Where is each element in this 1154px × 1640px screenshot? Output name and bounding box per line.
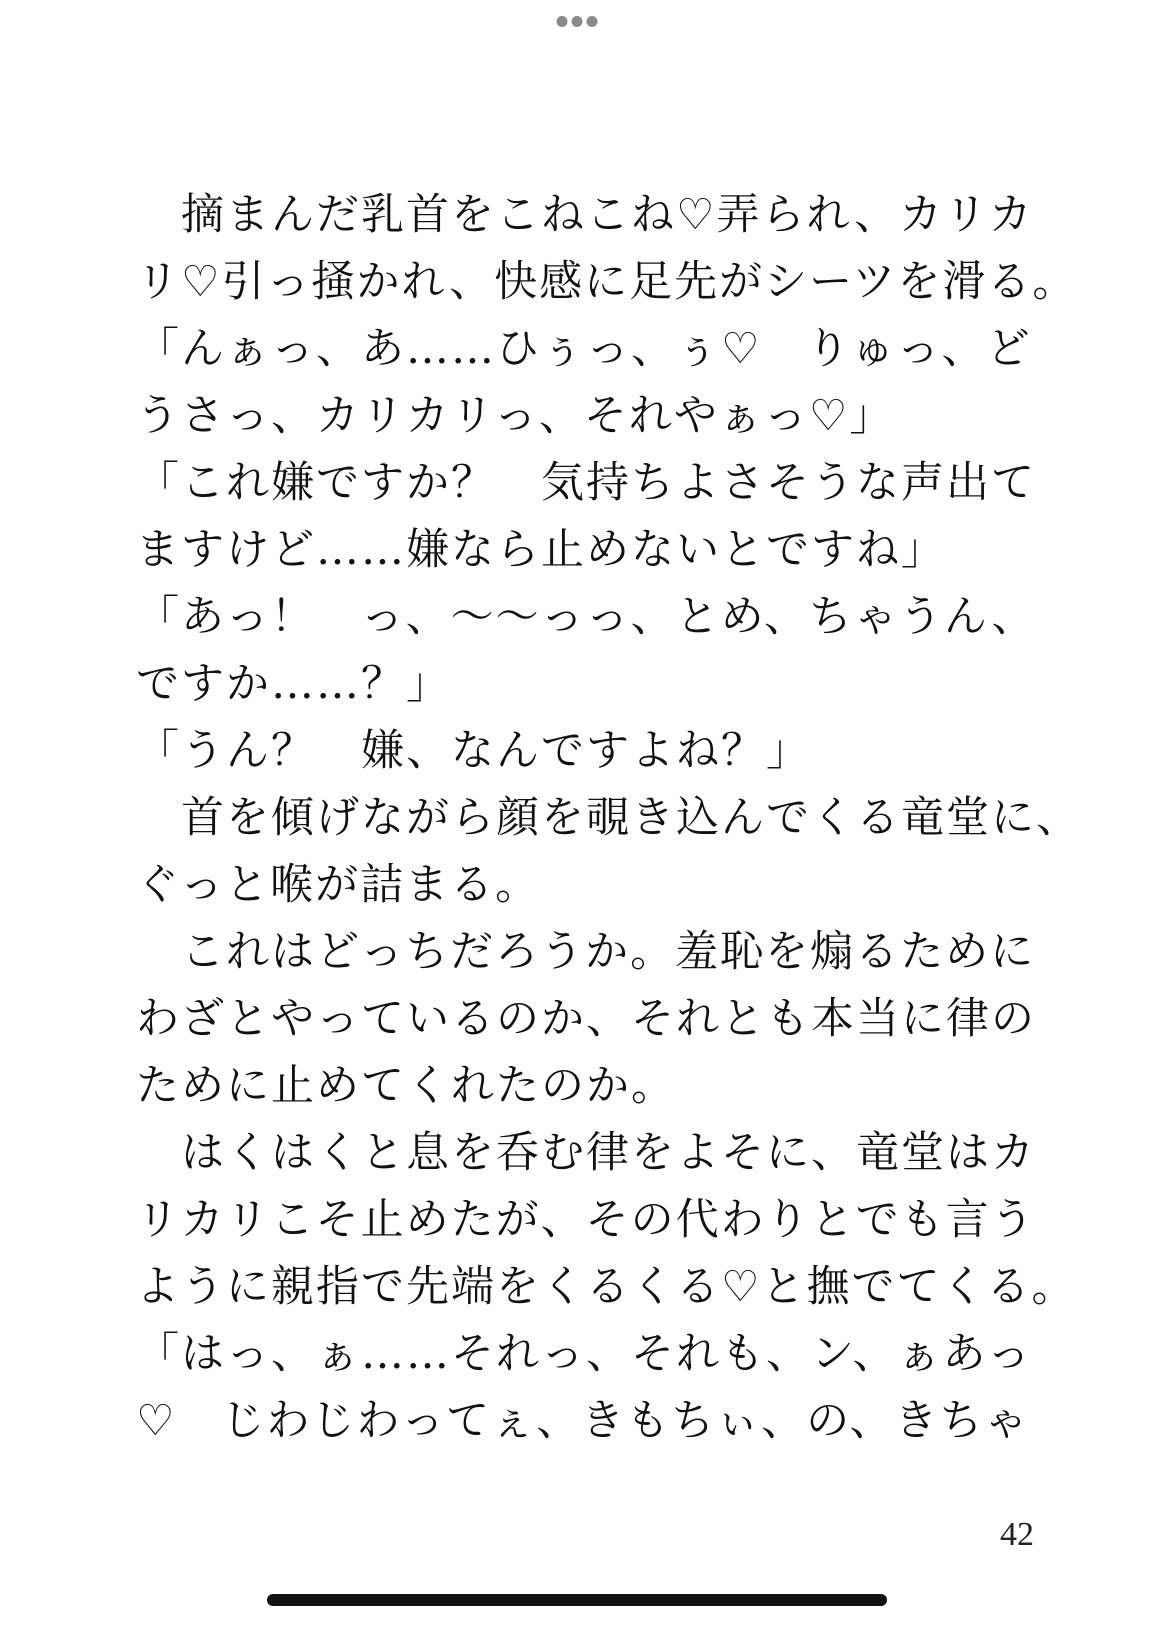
- text-line: 「はっ、ぁ……それっ、それも、ン、ぁあっ: [136, 1329, 1033, 1379]
- text-line: ですか……？」: [136, 659, 451, 709]
- text-line: はくはくと息を呑む律をよそに、竜堂はカ: [136, 1128, 1036, 1178]
- text-line: これはどっちだろうか。羞恥を煽るために: [136, 927, 1036, 977]
- menu-dot: [557, 16, 568, 27]
- text-line: ぐっと喉が詰まる。: [136, 860, 541, 910]
- text-line: うさっ、カリカリっ、それやぁっ♡」: [136, 391, 895, 441]
- text-line: リカリこそ止めたが、その代わりとでも言う: [136, 1195, 1036, 1245]
- menu-dot: [572, 16, 583, 27]
- home-indicator[interactable]: [267, 1594, 887, 1606]
- text-line: ように親指で先端をくるくる♡と撫でてくる。: [136, 1262, 1077, 1312]
- text-line: 「うん？ 嫌、なんですよね？」: [136, 726, 811, 776]
- text-line: 「んぁっ、あ……ひぅっ、ぅ♡ りゅっ、ど: [136, 324, 1032, 374]
- menu-dot: [587, 16, 598, 27]
- more-options-icon[interactable]: [557, 16, 598, 27]
- page-number: 42: [1000, 1516, 1034, 1553]
- text-line: 「あっ！ っ、〜〜っっ、とめ、ちゃうん、: [136, 592, 1037, 642]
- text-line: 「これ嫌ですか？ 気持ちよさそうな声出て: [136, 458, 1036, 508]
- text-line: ますけど……嫌なら止めないとですね」: [136, 525, 946, 575]
- text-line: 首を傾げながら顔を覗き込んでくる竜堂に、: [136, 793, 1081, 843]
- text-line: わざとやっているのか、それとも本当に律の: [136, 994, 1036, 1044]
- text-line: ために止めてくれたのか。: [136, 1061, 676, 1111]
- text-line: ♡ じわじわってぇ、きもちぃ、の、きちゃ: [136, 1396, 1030, 1446]
- text-line: リ♡引っ掻かれ、快感に足先がシーツを滑る。: [136, 257, 1078, 307]
- text-line: 摘まんだ乳首をこねこね♡弄られ、カリカ: [136, 190, 1034, 240]
- reader-page-text: [136, 182, 1081, 1455]
